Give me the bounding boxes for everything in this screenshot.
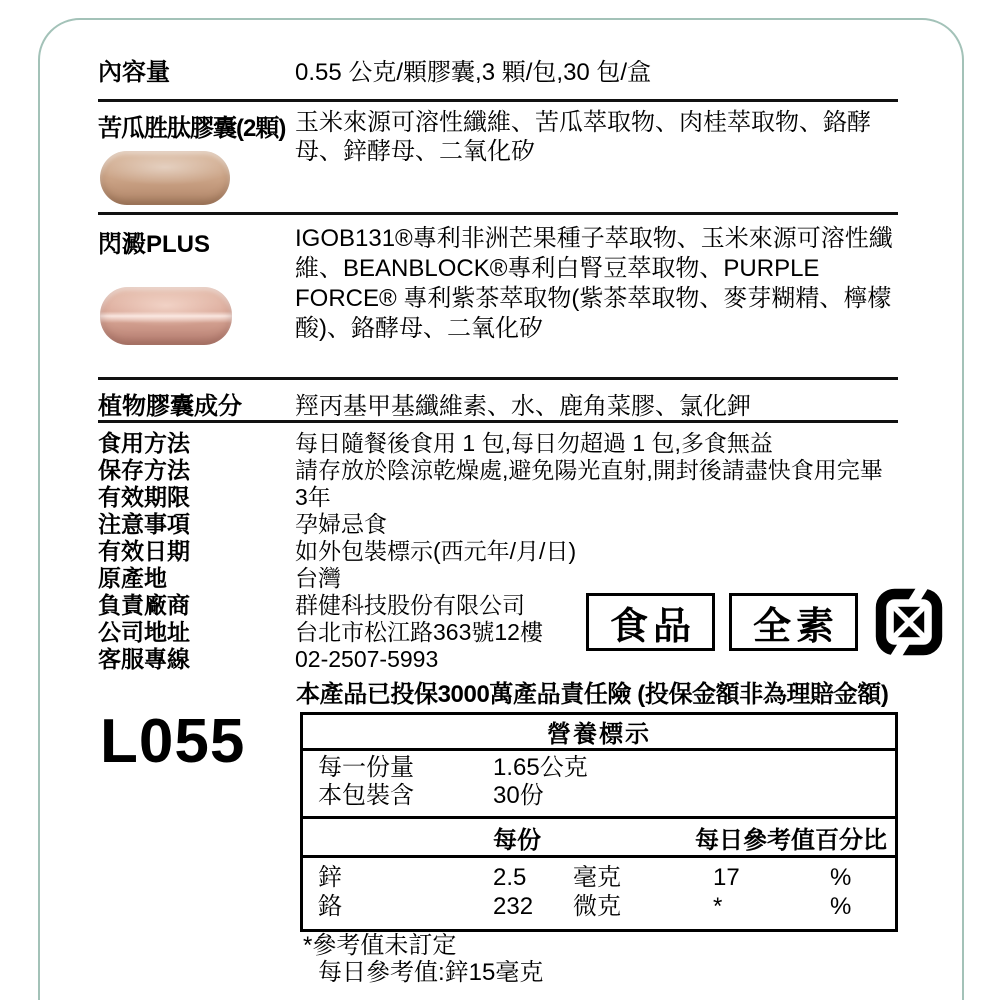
nutrient-name: 鋅: [318, 864, 342, 891]
info-label: 注意事項: [98, 511, 190, 537]
nutrition-rows: [303, 858, 895, 929]
nutrient-row-zinc: [303, 863, 895, 892]
serving-size-label: 每一份量: [318, 754, 414, 781]
plus-ingredients: IGOB131®專利非洲芒果種子萃取物、玉米來源可溶性纖維、BEANBLOCK®專利白腎豆萃取物、PURPLE FORCE® 專利紫茶萃取物(紫茶萃取物、麥芽糊精、檸檬酸)、鉻酵母、二氧化矽: [295, 225, 893, 342]
nutrition-column-headers: [303, 819, 895, 858]
nutrient-daily-value: *: [713, 893, 723, 920]
plus-capsule-label: 閃澱PLUS: [98, 231, 211, 258]
serving-info: [303, 751, 895, 819]
nutrient-daily-value-unit: %: [830, 864, 852, 891]
section-divider: [98, 420, 898, 423]
servings-per-pack-row: [303, 782, 895, 810]
info-row-usage: [98, 430, 904, 457]
footnote-daily-reference: 每日參考值:鋅15毫克: [318, 959, 544, 986]
info-value: 如外包裝標示(西元年/月/日): [295, 538, 577, 564]
nutrient-daily-value-unit: %: [830, 893, 852, 920]
nutrient-unit: 毫克: [573, 864, 621, 891]
servings-label: 本包裝含: [318, 782, 414, 809]
info-row-expiry-date: [98, 538, 904, 565]
nutrient-daily-value: 17: [713, 864, 740, 891]
info-value: 02-2507-5993: [295, 646, 439, 672]
daily-value-header: 每日參考值百分比: [695, 826, 887, 854]
info-label: 有效日期: [98, 538, 190, 564]
food-badge: 食品: [586, 593, 715, 651]
footnote-reference-undefined: *參考值未訂定: [303, 932, 457, 959]
info-row-caution: [98, 511, 904, 538]
nutrition-title: 營養標示: [303, 715, 895, 751]
bitter-melon-ingredients: 玉米來源可溶性纖維、苦瓜萃取物、肉桂萃取物、鉻酵母、鋅酵母、二氧化矽: [295, 109, 871, 165]
info-label: 有效期限: [98, 484, 190, 510]
info-value: 請存放於陰涼乾燥處,避免陽光直射,開封後請盡快食用完畢: [295, 457, 883, 483]
bitter-melon-capsule-label: 苦瓜胜肽膠囊(2顆): [98, 115, 286, 142]
taiwan-recycling-icon: [872, 586, 946, 658]
product-code: L055: [100, 707, 246, 776]
capsule-shell-value: 羥丙基甲基纖維素、水、鹿角菜膠、氯化鉀: [295, 393, 751, 420]
tan-capsule-icon: [100, 151, 230, 205]
info-value: 台灣: [295, 565, 341, 591]
serving-size-row: [303, 754, 895, 782]
info-label: 公司地址: [98, 619, 190, 645]
nutrient-amount: 2.5: [493, 864, 527, 891]
info-label: 食用方法: [98, 430, 190, 456]
nutrient-name: 鉻: [318, 893, 342, 920]
content-amount-label: 內容量: [98, 59, 170, 86]
info-value: 台北市松江路363號12樓: [295, 619, 543, 645]
per-serving-header: 每份: [493, 826, 541, 854]
info-label: 保存方法: [98, 457, 190, 483]
content-amount-value: 0.55 公克/顆膠囊,3 顆/包,30 包/盒: [295, 59, 652, 86]
pink-capsule-icon: [100, 287, 232, 345]
info-value: 3年: [295, 484, 331, 510]
servings-value: 30份: [493, 782, 544, 809]
nutrient-row-chromium: [303, 892, 895, 921]
section-divider: [98, 212, 898, 215]
capsule-shell-label: 植物膠囊成分: [98, 393, 242, 420]
info-value: 孕婦忌食: [295, 511, 387, 537]
nutrition-table: [300, 712, 898, 932]
info-value: 每日隨餐後食用 1 包,每日勿超過 1 包,多食無益: [295, 430, 773, 456]
insurance-note: 本產品已投保3000萬產品責任險 (投保金額非為理賠金額): [296, 681, 889, 708]
info-label: 原產地: [98, 565, 167, 591]
info-label: 負責廠商: [98, 592, 190, 618]
section-divider: [98, 377, 898, 380]
info-value: 群健科技股份有限公司: [295, 592, 525, 618]
nutrient-amount: 232: [493, 893, 534, 920]
info-row-storage: [98, 457, 904, 484]
certification-badges: [586, 586, 946, 658]
info-label: 客服專線: [98, 646, 190, 672]
serving-size-value: 1.65公克: [493, 754, 588, 781]
nutrient-unit: 微克: [573, 893, 621, 920]
vegan-badge: 全素: [729, 593, 858, 651]
section-divider: [98, 99, 898, 102]
info-row-shelf-life: [98, 484, 904, 511]
